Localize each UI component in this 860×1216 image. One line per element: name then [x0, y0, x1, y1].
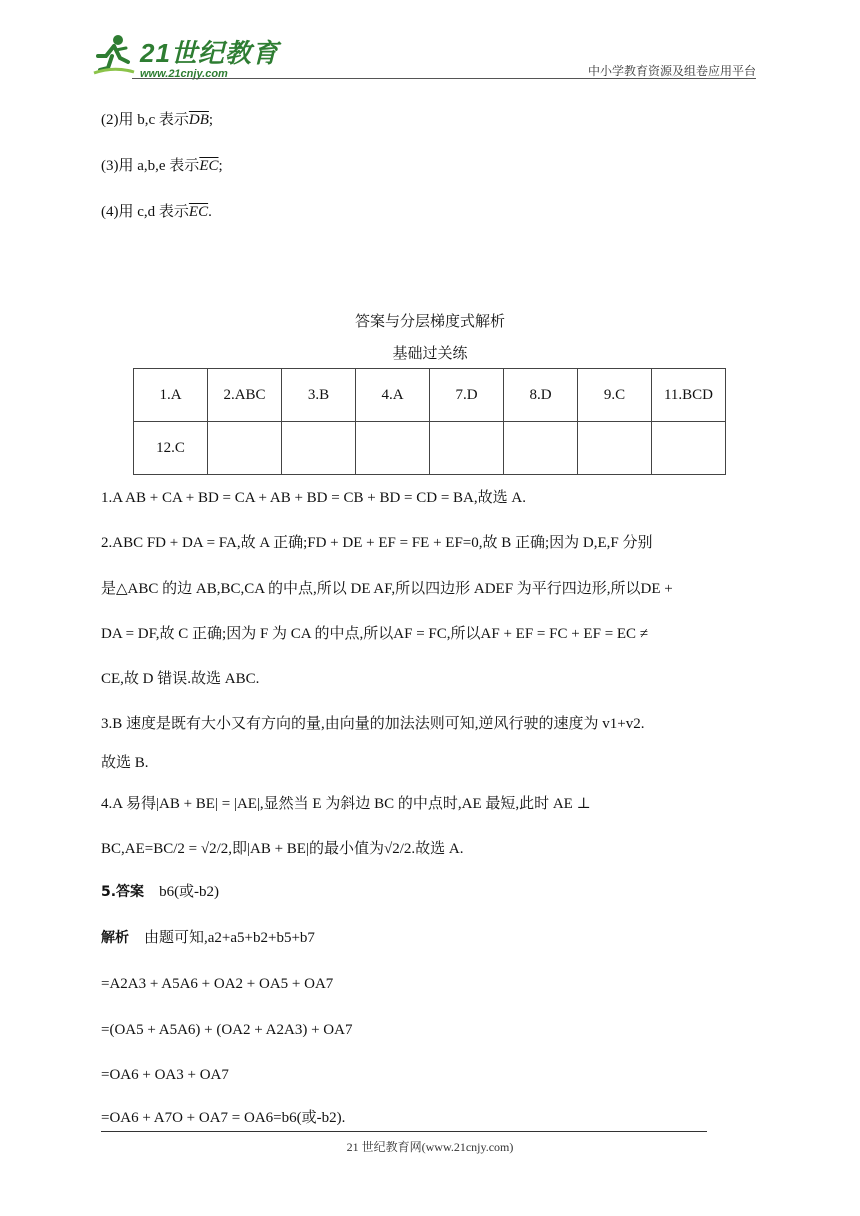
solution-line: BC,AE=BC/2 = √2/2,即|AB + BE|的最小值为√2/2.故选 A. [101, 841, 464, 857]
solution-line: 是△ABC 的边 AB,BC,CA 的中点,所以 DE AF,所以四边形 ADEF 为平行四边形,所以DE + [101, 581, 673, 597]
solution-line: 1.A AB + CA + BD = CA + AB + BD = CB + BD = CD = BA,故选 A. [101, 490, 526, 506]
table-cell: 7.D [430, 369, 504, 422]
table-cell [208, 422, 282, 475]
site-name: 中小学教育资源及组卷应用平台 [587, 64, 756, 78]
subsection-title: 基础过关练 [392, 346, 468, 362]
analysis-label: 解析 [101, 930, 129, 946]
page-footer: 21 世纪教育网(www.21cnjy.com) [346, 1140, 514, 1154]
logo-url: www.21cnjy.com [140, 68, 228, 80]
table-cell: 1.A [134, 369, 208, 422]
section-title: 答案与分层梯度式解析 [354, 314, 505, 330]
table-cell [430, 422, 504, 475]
analysis-intro: 由题可知,a2+a5+b2+b5+b7 [144, 930, 315, 946]
table-cell: 11.BCD [652, 369, 726, 422]
table-row [134, 369, 726, 422]
q5-step: =OA6 + OA3 + OA7 [101, 1067, 229, 1083]
site-logo [92, 32, 279, 80]
table-cell: 3.B [282, 369, 356, 422]
table-cell [504, 422, 578, 475]
solution-line: 故选 B. [101, 755, 149, 771]
table-cell [578, 422, 652, 475]
question-2: (2)用 b,c 表示$\overline{DB}$; [101, 112, 214, 128]
table-cell: 9.C [578, 369, 652, 422]
q5-step: =(OA5 + A5A6) + (OA2 + A2A3) + OA7 [101, 1022, 353, 1038]
question-3: (3)用 a,b,e 表示$\overline{EC}$; [101, 158, 223, 174]
q5-step: =OA6 + A7O + OA7 = OA6=b6(或-b2). [101, 1110, 346, 1126]
solution-line: DA = DF,故 C 正确;因为 F 为 CA 的中点,所以AF = FC,所以AF + EF = FC + EF = EC ≠ [101, 626, 649, 642]
answer-value: b6(或-b2) [159, 884, 220, 900]
solution-line: 2.ABC FD + DA = FA,故 A 正确;FD + DE + EF = FE + EF=0,故 B 正确;因为 D,E,F 分别 [101, 535, 653, 551]
table-cell: 8.D [504, 369, 578, 422]
q5-step: =A2A3 + A5A6 + OA2 + OA5 + OA7 [101, 976, 334, 992]
table-cell: 4.A [356, 369, 430, 422]
table-cell [652, 422, 726, 475]
solution-line: 3.B 速度是既有大小又有方向的量,由向量的加法法则可知,逆风行驶的速度为 v1+v2. [101, 716, 645, 732]
table-cell: 12.C [134, 422, 208, 475]
answer-label: 5.答案 [101, 884, 145, 900]
table-cell [356, 422, 430, 475]
footer-divider [101, 1131, 707, 1132]
logo-wordmark: 21世纪教育 [140, 38, 279, 68]
page-header [92, 30, 756, 80]
solution-line: 4.A 易得|AB + BE| = |AE|,显然当 E 为斜边 BC 的中点时,AE 最短,此时 AE ⊥ [101, 796, 591, 812]
question-4: (4)用 c,d 表示$\overline{EC}$. [101, 204, 212, 220]
table-row [134, 422, 726, 475]
solution-line: CE,故 D 错误.故选 ABC. [101, 671, 260, 687]
runner-logo-icon [92, 32, 136, 76]
table-cell [282, 422, 356, 475]
table-cell: 2.ABC [208, 369, 282, 422]
answer-table [133, 368, 726, 475]
header-divider [132, 78, 756, 79]
q5-answer [101, 882, 219, 902]
q5-analysis [101, 928, 315, 948]
